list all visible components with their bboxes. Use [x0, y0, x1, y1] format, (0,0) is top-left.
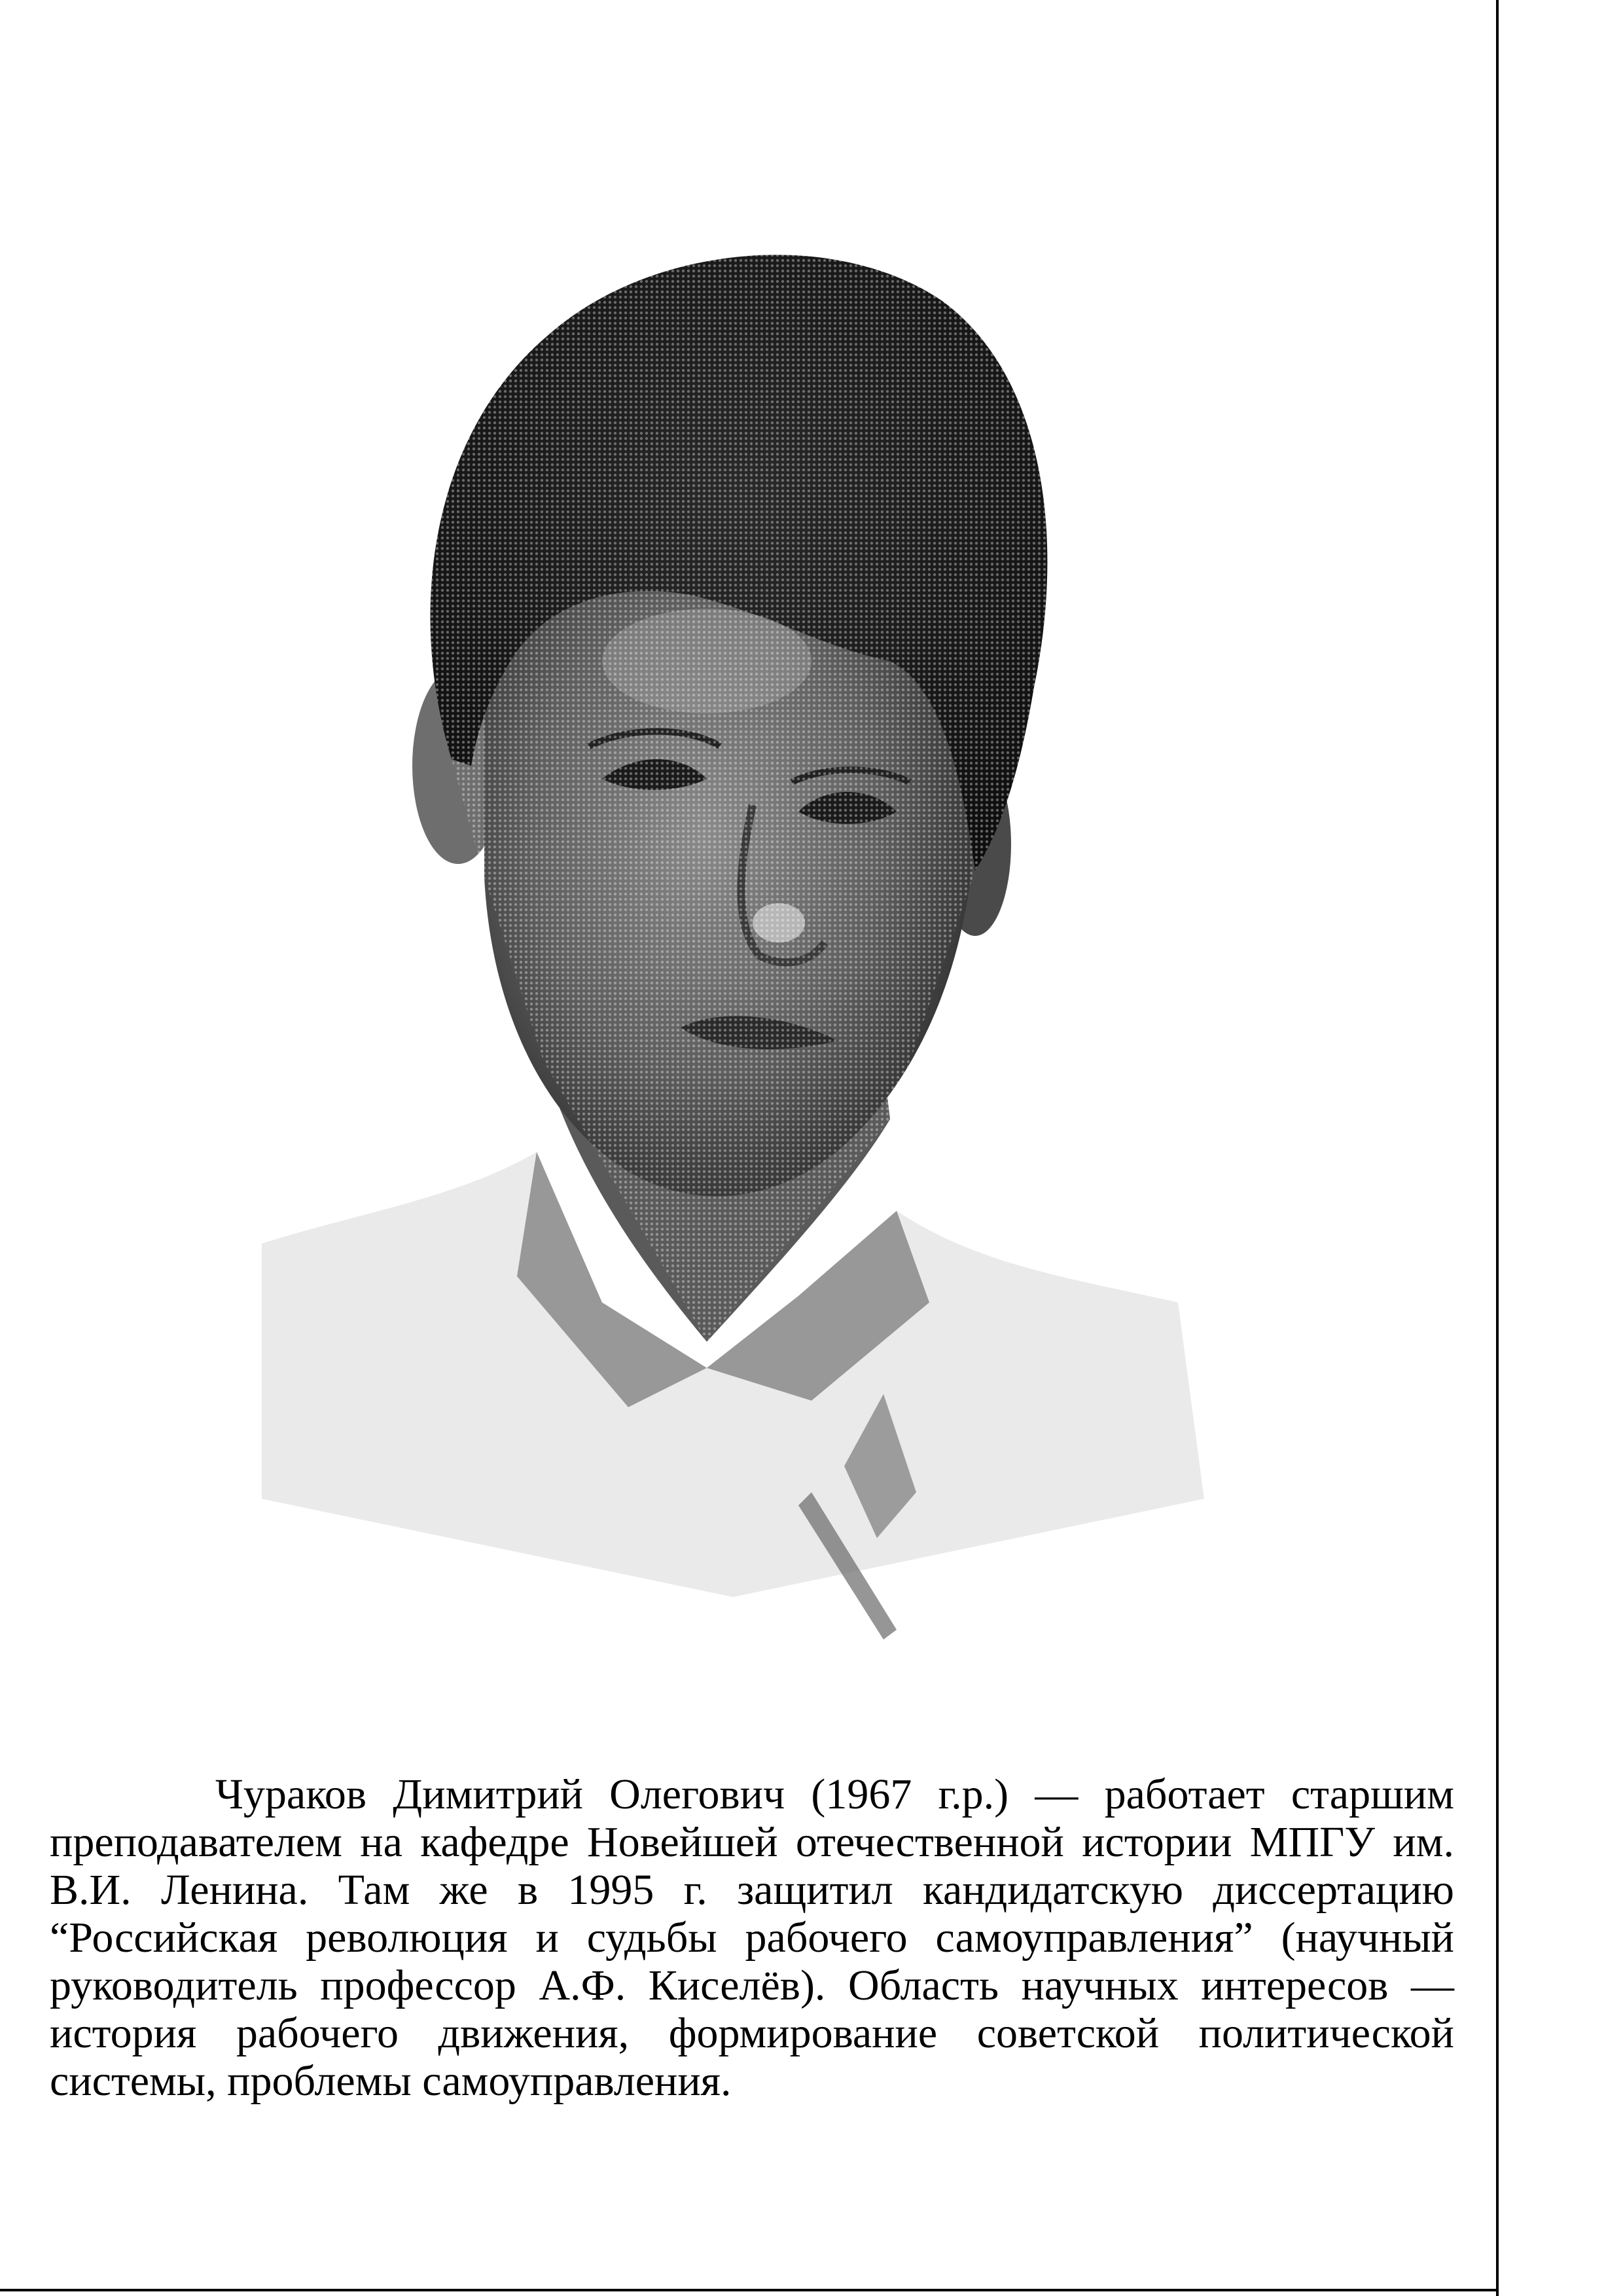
portrait-photo-icon: [236, 190, 1230, 1649]
page-bottom-line: [0, 2289, 1499, 2291]
page-edge-line: [1496, 0, 1499, 2296]
author-bio-paragraph: Чураков Димитрий Олегович (1967 г.р.) — работает старшим преподавателем на кафедре Новейшей отечественной истории МПГУ им. В.И. Ленина. Там же в 1995 г. защитил кандидатскую диссертацию “Российская революция и судьбы рабочего самоуправления” (научный руководитель профессор А.Ф. Киселёв). Область научных интересов — история рабочего движения, формирование советской политической системы, проблемы самоуправления.: [50, 1770, 1454, 2105]
